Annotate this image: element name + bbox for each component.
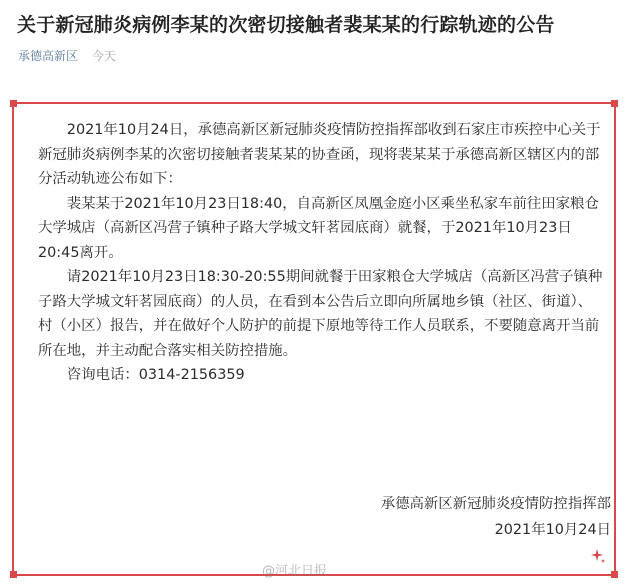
article-title: 关于新冠肺炎病例李某的次密切接触者裴某某的行踪轨迹的公告 (17, 14, 555, 36)
article-source-link[interactable]: 承德高新区 (18, 49, 79, 63)
signature-org: 承德高新区新冠肺炎疫情防控指挥部 (380, 496, 611, 512)
frame-corner (10, 571, 17, 578)
notice-body (38, 118, 604, 388)
frame-corner (611, 100, 618, 107)
notice-paragraph-hotline: 咨询电话：0314-2156359 (66, 367, 245, 383)
notice-paragraph-intro: 2021年10月24日，承德高新区新冠肺炎疫情防控指挥部收到石家庄市疾控中心关于新冠肺炎病例李某的次密切接触者裴某某的协查函，现将裴某某于承德高新区辖区内的部分活动轨迹公布如下： (38, 122, 601, 187)
watermark-text: @河北日报 (262, 564, 328, 579)
article-date: 今天 (91, 49, 116, 63)
notice-paragraph-request: 请2021年10月23日18:30-20:55期间就餐于田家粮仓大学城店（高新区冯营子镇种子路大学城文轩茗园底商）的人员，在看到本公告后立即向所属地乡镇（社区、街道）、村（小区）报告，并在做好个人防护的前提下原地等待工作人员联系，不要随意离开当前所在地，并主动配合落实相关防控措施。 (38, 269, 603, 359)
sparkle-icon (590, 548, 606, 564)
signature-date: 2021年10月24日 (494, 522, 611, 538)
frame-corner (10, 100, 17, 107)
notice-paragraph-itinerary: 裴某某于2021年10月23日18:40，自高新区凤凰金庭小区乘坐私家车前往田家粮仓大学城店（高新区冯营子镇种子路大学城文轩茗园底商）就餐，于2021年10月23日20:45离开。 (38, 195, 599, 261)
article-meta (18, 47, 116, 64)
frame-corner (611, 571, 618, 578)
